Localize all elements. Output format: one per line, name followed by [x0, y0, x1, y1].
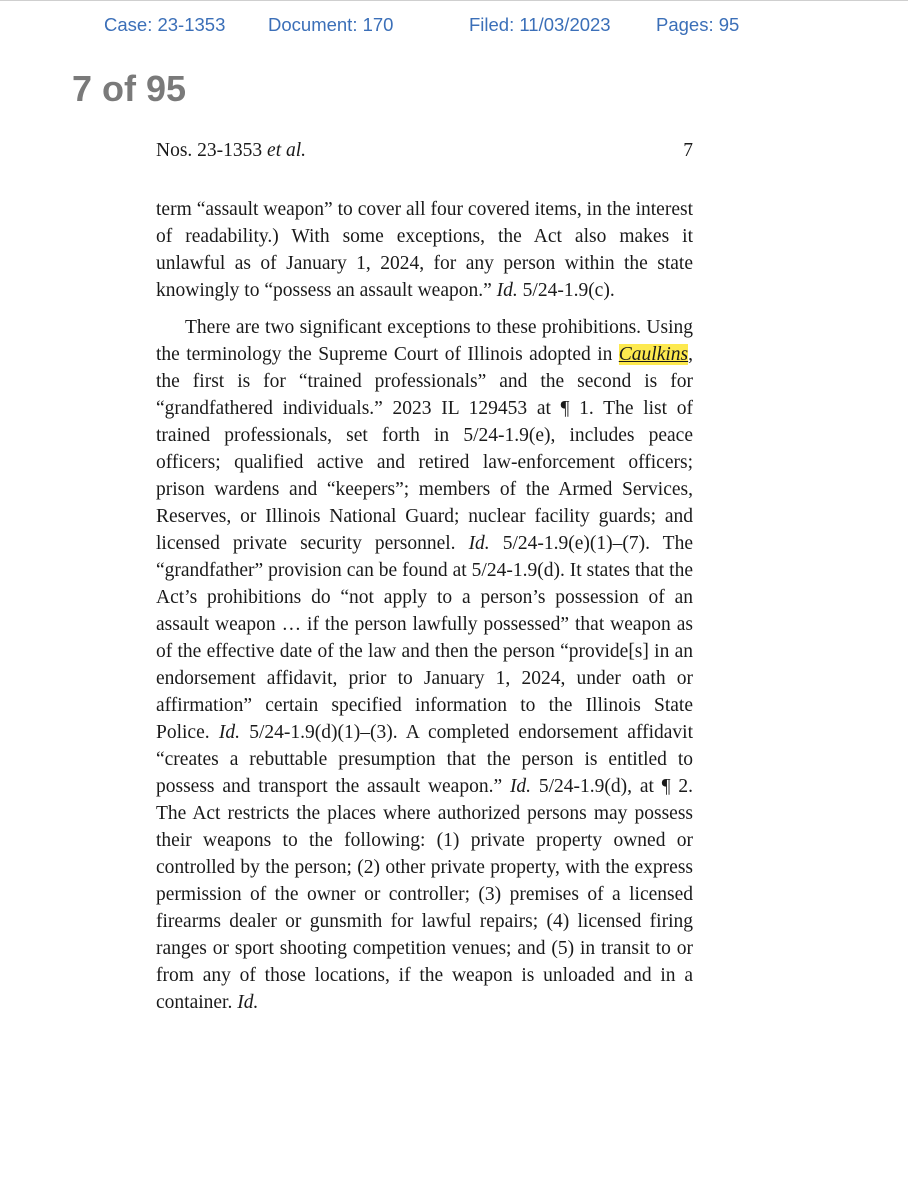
document-page [156, 140, 693, 1016]
highlighted-case-name[interactable]: Caulkins [618, 344, 689, 365]
body-paragraph: term “assault weapon” to cover all four covered items, in the interest of readability.) With some exceptions, the Act also makes it unlawful as of January 1, 2024, for any person within the state knowingly to “possess an assault weapon.” Id. 5/24-1.9(c). [156, 199, 693, 301]
citation-id: Id. [509, 776, 532, 797]
filing-header [0, 14, 908, 38]
case-numbers: Nos. 23-1353 [156, 140, 263, 161]
filed-date: Filed: 11/03/2023 [469, 14, 611, 35]
body-paragraph: There are two significant exceptions to these prohibitions. Using the terminology the Supreme Court of Illinois adopted in Caulkins, the first is for “trained professionals” and the second is for “grandfathered individuals.” 2023 IL 129453 at ¶ 1. The list of trained professionals, set forth in 5/24-1.9(e), includes peace officers; qualified active and retired law-enforcement officers; prison wardens and “keepers”; members of the Armed Services, Reserves, or Illinois National Guard; nuclear facility guards; and licensed private security personnel. Id. 5/24-1.9(e)(1)–(7). The “grandfather” provision can be found at 5/24-1.9(d). It states that the Act’s prohibitions do “not apply to a person’s possession of an assault weapon … if the person lawfully possessed” that weapon as of the effective date of the law and then the person “provide[s] in an endorsement affidavit, prior to January 1, 2024, under oath or affirmation” certain specified information to the Illinois State Police. Id. 5/24-1.9(d)(1)–(3). A completed endorsement affidavit “creates a rebuttable presumption that the person is entitled to possess and transport the assault weapon.” Id. 5/24-1.9(d), at ¶ 2. The Act restricts the places where authorized persons may possess their weapons to the following: (1) private property owned or controlled by the person; (2) other private property, with the express permission of the owner or controller; (3) premises of a licensed firearms dealer or gunsmith for lawful repairs; (4) licensed firing ranges or sport shooting competition venues; and (5) in transit to or from any of those locations, if the weapon is unloaded and in a container. Id. [156, 317, 693, 1013]
running-head-case [156, 140, 306, 162]
running-head [156, 140, 693, 166]
citation-id: Id. [218, 722, 240, 743]
page-total: Pages: 95 [656, 14, 740, 35]
case-number: Case: 23-1353 [104, 14, 226, 35]
document-number: Document: 170 [268, 14, 394, 35]
page-counter: 7 of 95 [72, 68, 187, 109]
case-suffix: et al. [267, 140, 307, 161]
citation-id: Id. [468, 533, 490, 554]
citation-id: Id. [237, 992, 259, 1013]
citation-id: Id. [496, 280, 518, 301]
top-divider [0, 0, 908, 1]
page-number: 7 [683, 140, 693, 161]
